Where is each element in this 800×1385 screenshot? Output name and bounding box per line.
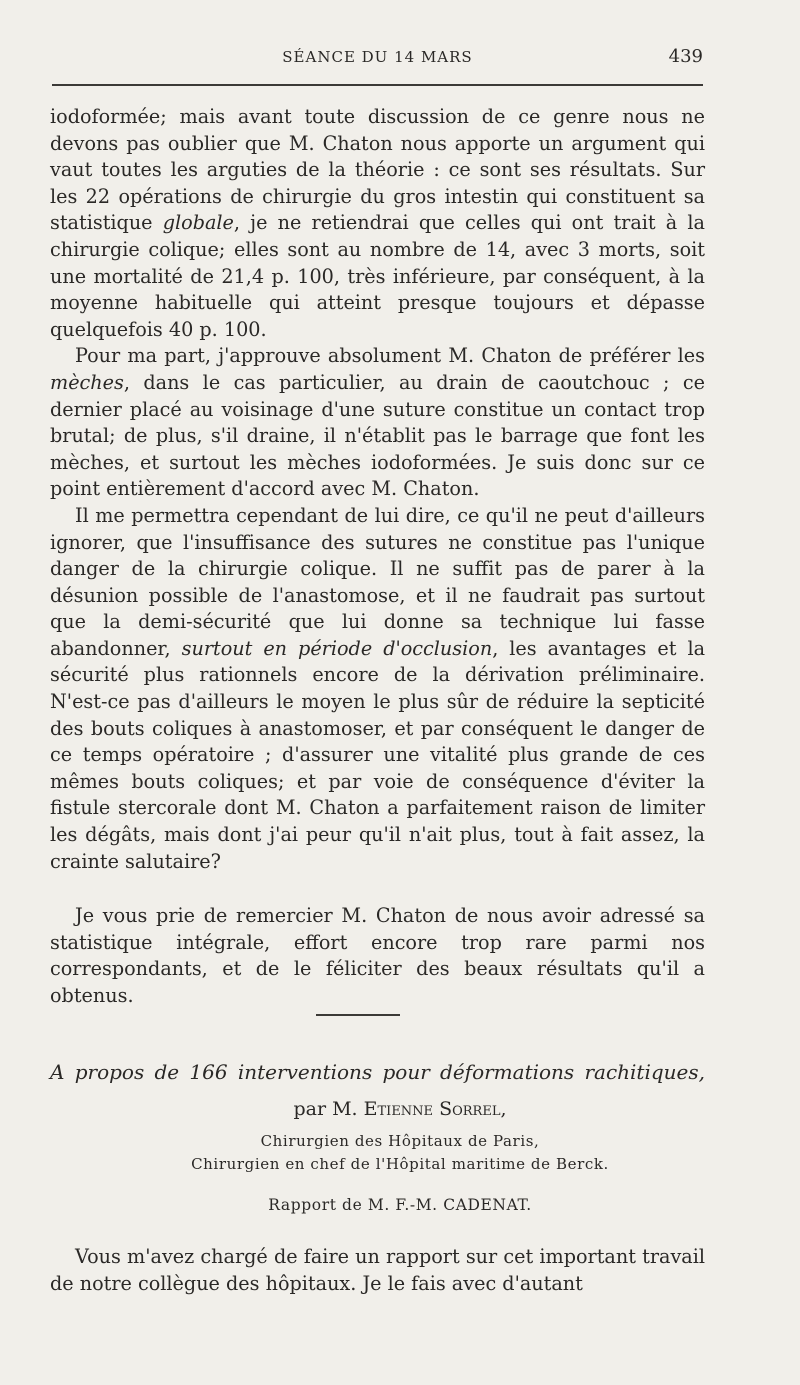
italic-text: mèches xyxy=(50,370,124,394)
author-name: Etienne Sorrel, xyxy=(363,1098,507,1120)
header-rule xyxy=(52,84,703,86)
paragraph-text: Je vous prie de remercier M. Chaton de nous avoir adressé sa statistique intégrale, effort encore trop rare parmi nos correspondants, et de le féliciter des beaux résultats qu'il a obtenus. xyxy=(50,904,705,1007)
byline-prefix: par M. xyxy=(293,1098,358,1120)
paragraph-text: , je ne retiendrai que celles qui ont trait à la chirurgie colique; elles sont au nombre de 14, avec 3 morts, soit une mortalité de 21,4 p. 100, très inférieure, par conséquent, à la moyenne habituelle qui atteint presque toujours et dépasse quelquefois 40 p. 100. xyxy=(50,211,705,341)
paragraph-gap xyxy=(50,875,705,903)
opening-paragraph: Vous m'avez chargé de faire un rapport sur cet important travail de notre collègue des hôpitaux. Je le fais avec d'autant xyxy=(50,1245,705,1295)
page-header xyxy=(50,46,705,72)
article-opening xyxy=(50,1244,705,1297)
author-affiliation-1: Chirurgien des Hôpitaux de Paris, xyxy=(260,1132,540,1150)
body-paragraph xyxy=(50,104,705,343)
author-affiliation-2: Chirurgien en chef de l'Hôpital maritime de Berck. xyxy=(191,1155,609,1173)
body-paragraph xyxy=(50,903,705,1009)
running-title: SÉANCE DU 14 MARS xyxy=(282,48,473,66)
body-paragraph xyxy=(50,503,705,875)
paragraph-text: Il me permettra cependant de lui dire, ce qu'il ne peut d'ailleurs ignorer, que l'insuffisance des sutures ne constitue pas l'unique danger de la chirurgie colique. Il ne suffit pas de parer à la désunion possible de l'anastomose, et il ne faudrait pas surtout que la demi-sécurité que lui donne sa technique lui fasse abandonner, xyxy=(50,503,705,660)
report-attribution: Rapport de M. F.-M. CADENAT. xyxy=(268,1196,532,1214)
italic-text: surtout en période d'occlusion xyxy=(181,636,493,660)
article-title: A propos de 166 interventions pour déformations rachitiques, xyxy=(50,1060,705,1084)
paragraph-text: , dans le cas particulier, au drain de caoutchouc ; ce dernier placé au voisinage d'une suture constitue un contact trop brutal; de plus, s'il draine, il n'établit pas le barrage que font les mèches, et surtout les mèches iodoformées. Je suis donc sur ce point entièrement d'accord avec M. Chaton. xyxy=(50,370,705,501)
paragraph-text: iodoformée; mais avant toute discussion de ce genre nous ne devons pas oublier que M. Chaton nous apporte un argument qui vaut toutes les arguties de la théorie : ce sont ses résultats. Sur les 22 opérations de chirurgie du gros intestin qui constituent sa statistique xyxy=(50,105,705,235)
report-body xyxy=(50,104,705,1010)
byline xyxy=(0,1098,800,1120)
paragraph-text: , les avantages et la sécurité plus rationnels encore de la dérivation préliminaire. N'est-ce pas d'ailleurs le moyen le plus sûr de réduire la septicité des bouts coliques à anastomoser, et par conséquent le danger de ce temps opératoire ; d'assurer une vitalité plus grande de ces mêmes bouts coliques; et par voie de conséquence d'éviter la fistule stercorale dont M. Chaton a parfaitement raison de limiter les dégâts, mais dont j'ai peur qu'il n'ait plus, tout à fait assez, la crainte salutaire? xyxy=(50,636,706,873)
page-number: 439 xyxy=(668,46,703,67)
italic-text: globale xyxy=(162,211,234,235)
body-paragraph xyxy=(50,343,705,503)
paragraph-text: Pour ma part, j'approuve absolument M. Chaton de préférer les xyxy=(75,344,705,368)
section-separator xyxy=(316,1014,400,1016)
